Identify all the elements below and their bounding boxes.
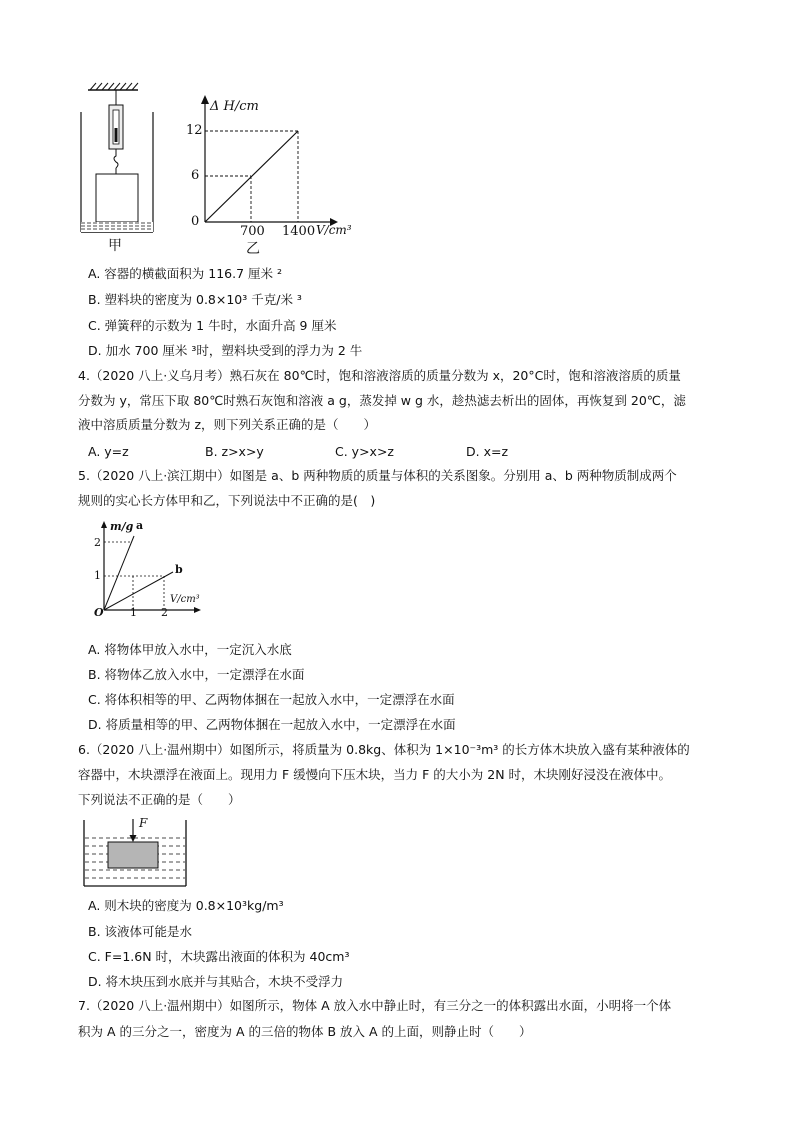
q3-option-c: C. 弹簧秤的示数为 1 牛时，水面升高 9 厘米 [88, 318, 337, 333]
q6-container-figure [82, 816, 192, 890]
q5-x-axis-label: V/cm³ [170, 594, 200, 605]
q5-option-a: A. 将物体甲放入水中，一定沉入水底 [88, 642, 292, 657]
q4-line-1: 4.（2020 八上·义乌月考）熟石灰在 80℃时，饱和溶液溶质的质量分数为 x，20°C时，饱和溶液溶质的质量 [78, 368, 681, 383]
figure-yi-chart [180, 90, 360, 240]
q5-series-b-label: b [175, 563, 183, 576]
q3-option-b: B. 塑料块的密度为 0.8×10³ 千克/米 ³ [88, 292, 302, 307]
q5-option-d: D. 将质量相等的甲、乙两物体捆在一起放入水中，一定漂浮在水面 [88, 717, 456, 732]
q4-line-2: 分数为 y，常压下取 80℃时熟石灰饱和溶液 a g，蒸发掉 w g 水，趁热滤去析出的固体，再恢复到 20℃，滤 [78, 393, 686, 408]
q4-option-c: C. y>x>z [335, 444, 394, 459]
q5-x-tick-2: 2 [161, 606, 168, 619]
yi-x-axis-label: V/cm³ [316, 223, 352, 237]
q6-option-c: C. F=1.6N 时，木块露出液面的体积为 40cm³ [88, 949, 350, 964]
q5-y-tick-2: 2 [94, 536, 101, 549]
q6-option-b: B. 该液体可能是水 [88, 924, 193, 939]
yi-x-tick-700: 700 [240, 224, 265, 239]
q7-line-2: 积为 A 的三分之一，密度为 A 的三倍的物体 B 放入 A 的上面，则静止时（ ） [78, 1024, 532, 1039]
q4-option-b: B. z>x>y [205, 444, 264, 459]
q6-option-a: A. 则木块的密度为 0.8×10³kg/m³ [88, 898, 284, 913]
q5-line-1: 5.（2020 八上·滨江期中）如图是 a、b 两种物质的质量与体积的关系图象。分别用 a、b 两种物质制成两个 [78, 468, 677, 483]
yi-data-line [205, 131, 298, 222]
q5-line-2: 规则的实心长方体甲和乙，下列说法中不正确的是( ) [78, 493, 376, 508]
q3-option-a: A. 容器的横截面积为 116.7 厘米 ² [88, 266, 282, 281]
q5-x-tick-1: 1 [130, 606, 137, 619]
q5-y-tick-1: 1 [94, 569, 101, 582]
yi-y-tick-12: 12 [186, 123, 203, 138]
yi-x-tick-1400: 1400 [282, 224, 316, 239]
wood-block [108, 842, 158, 868]
q5-option-b: B. 将物体乙放入水中，一定漂浮在水面 [88, 667, 305, 682]
series-b-line [104, 572, 173, 610]
figure-jia-label: 甲 [108, 238, 122, 254]
q5-y-axis-label: m/g [110, 520, 134, 533]
figure-jia [78, 80, 168, 260]
yi-y-axis-label: Δ H/cm [210, 99, 259, 114]
q4-line-3: 液中溶质质量分数为 z，则下列关系正确的是（ ） [78, 417, 377, 432]
series-a-line [104, 536, 134, 610]
yi-y-tick-0: 0 [191, 214, 200, 229]
q6-force-label: F [139, 816, 148, 830]
q6-option-d: D. 将木块压到水底并与其贴合，木块不受浮力 [88, 974, 344, 989]
q6-line-3: 下列说法不正确的是（ ） [78, 792, 241, 807]
q5-mass-volume-chart [88, 518, 208, 630]
figure-yi-label: 乙 [246, 241, 260, 257]
q4-option-d: D. x=z [466, 444, 509, 459]
q7-line-1: 7.（2020 八上·温州期中）如图所示，物体 A 放入水中静止时，有三分之一的体积露出水面，小明将一个体 [78, 998, 672, 1013]
q3-option-d: D. 加水 700 厘米 ³时，塑料块受到的浮力为 2 牛 [88, 343, 363, 358]
q5-series-a-label: a [136, 519, 144, 532]
q6-line-2: 容器中，木块漂浮在液面上。现用力 F 缓慢向下压木块，当力 F 的大小为 2N 时，木块刚好浸没在液体中。 [78, 767, 672, 782]
yi-y-tick-6: 6 [191, 168, 200, 183]
q6-line-1: 6.（2020 八上·温州期中）如图所示，将质量为 0.8kg、体积为 1×10⁻³m³ 的长方体木块放入盛有某种液体的 [78, 742, 690, 757]
q5-option-c: C. 将体积相等的甲、乙两物体捆在一起放入水中，一定漂浮在水面 [88, 692, 455, 707]
q4-option-a: A. y=z [88, 444, 129, 459]
q5-origin-label: O [94, 606, 104, 619]
